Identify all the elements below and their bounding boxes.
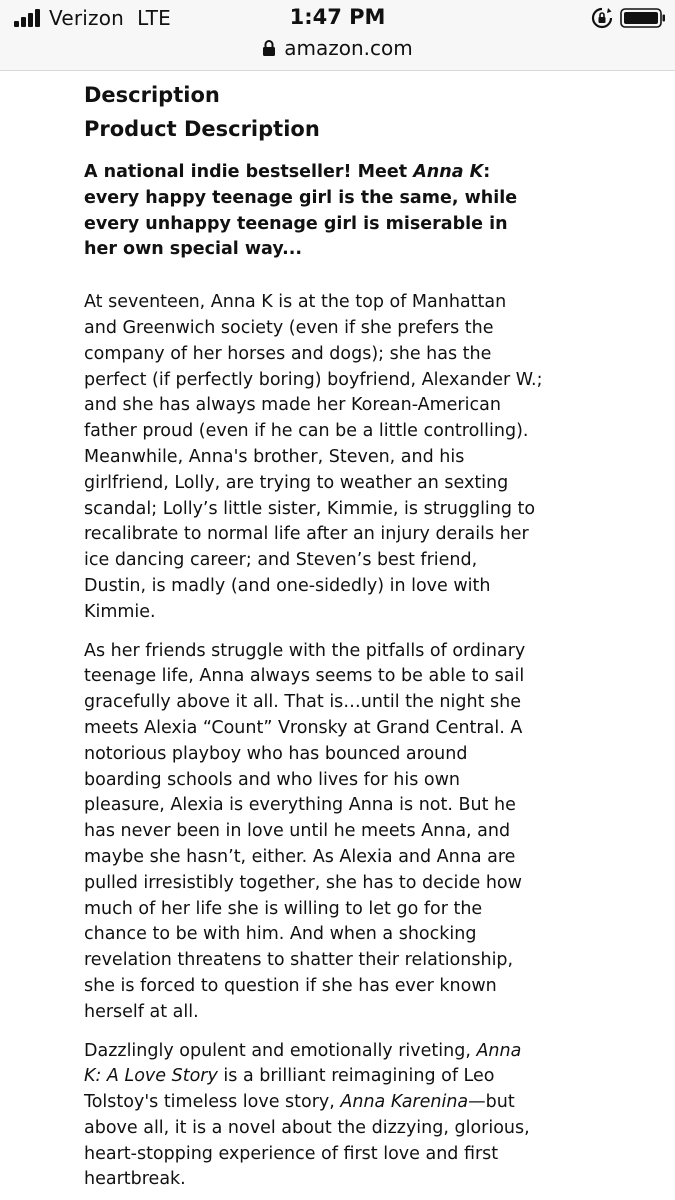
lead-text-start: A national indie bestseller! Meet [84,162,414,182]
description-paragraph-3 [84,1039,544,1194]
p3-text-a: Dazzlingly opulent and emotionally riveting, [84,1040,477,1061]
address-bar[interactable] [0,36,675,64]
lead-title-italic: Anna K [413,162,484,182]
product-description-section [84,78,544,1193]
lead-paragraph [84,160,544,263]
product-description-heading: Product Description [84,117,320,141]
p3-book-title: Anna K: A Love Story [84,1040,522,1087]
carrier-name: Verizon [49,6,125,30]
p3-text-e: —but above all, it is a novel about the dizzying, glorious, heart-stopping experience of first love and first heartbreak. [84,1092,530,1190]
description-heading: Description [84,83,220,107]
description-paragraph-1: At seventeen, Anna K is at the top of Manhattan and Greenwich society (even if she prefers the company of her horses and dogs); she has the perfect (if perfectly boring) boyfriend, Alexander W.; and she has always made her Korean-American father proud (even if he can be a little controlling). Meanwhile, Anna's brother, Steven, and his girlfriend, Lolly, are trying to weather an sexting scandal; Lolly’s little sister, Kimmie, is struggling to recalibrate to normal life after an injury derails her ice dancing career; and Steven’s best friend, Dustin, is madly (and one-sidedly) in love with Kimmie. [84,292,543,622]
status-bar [0,0,675,71]
rotation-lock-icon [590,6,614,30]
network-type: LTE [137,6,171,30]
lock-icon [262,39,276,57]
p3-classic-title: Anna Karenina [340,1092,469,1113]
lead-text-end: : every happy teenage girl is the same, while every unhappy teenage girl is miserable in her own special way... [84,162,518,260]
description-paragraph-2: As her friends struggle with the pitfalls of ordinary teenage life, Anna always seems to be able to sail gracefully above it all. That is…until the night she meets Alexia “Count” Vronsky at Grand Central. A notorious playboy who has bounced around boarding schools and who lives for his own pleasure, Alexia is everything Anna is not. But he has never been in love until he meets Anna, and maybe she hasn’t, either. As Alexia and Anna are pulled irresistibly together, she has to decide how much of her life she is willing to let go for the chance to be with him. And when a shocking revelation threatens to shatter their relationship, she is forced to question if she has ever known herself at all. [84,640,526,1022]
p3-text-c: is a brilliant reimagining of Leo Tolstoy's timeless love story, [84,1066,495,1113]
clock-time: 1:47 PM [289,5,386,29]
battery-icon [620,8,666,28]
url-text: amazon.com [284,36,413,60]
